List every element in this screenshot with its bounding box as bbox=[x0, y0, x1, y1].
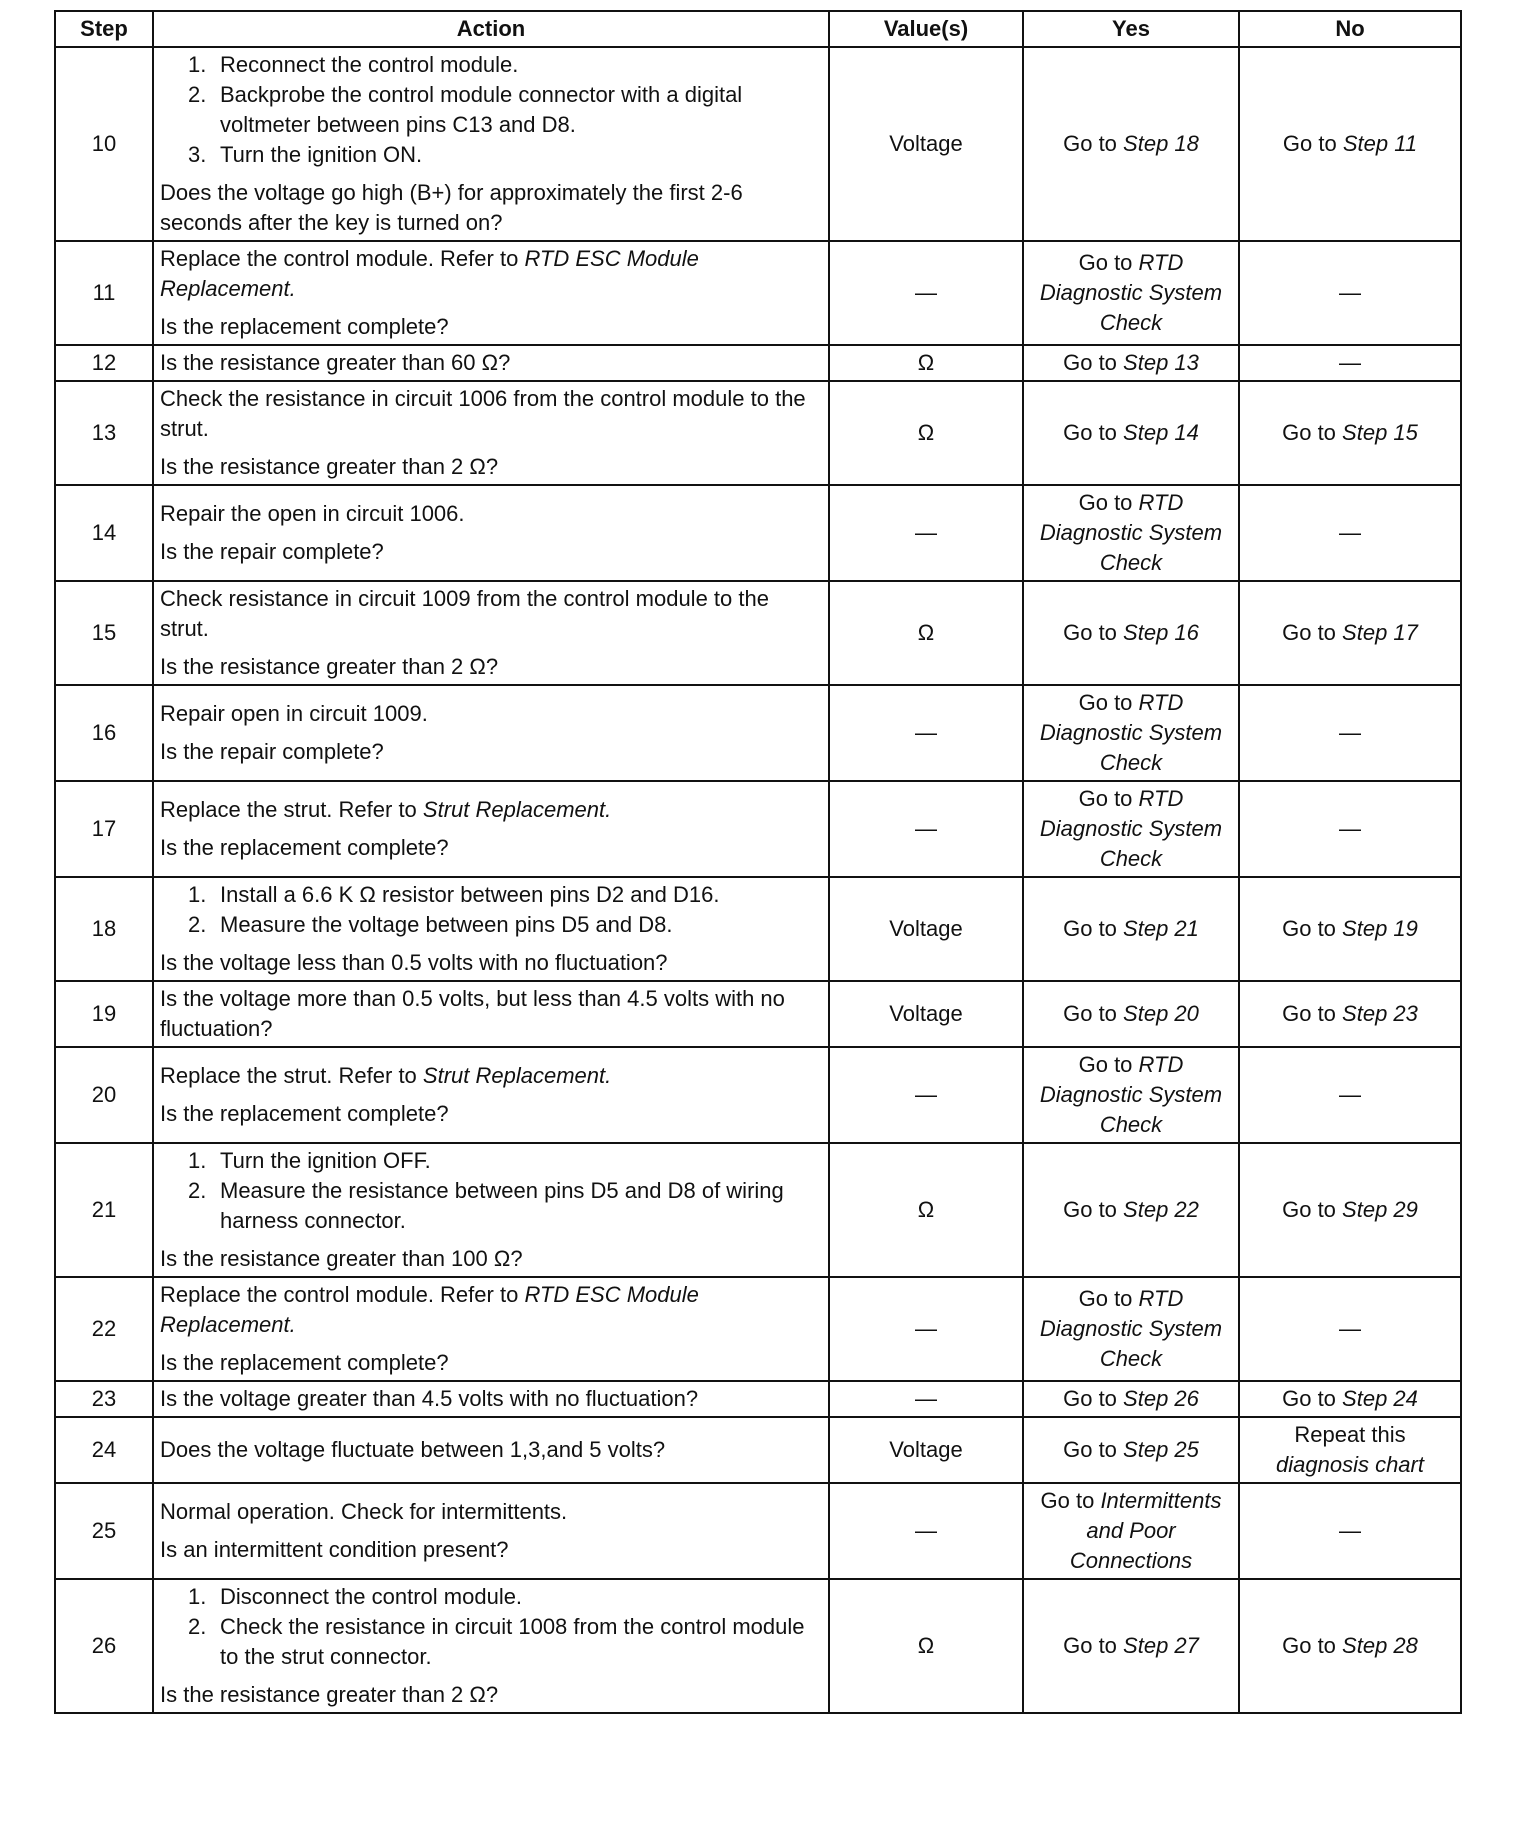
no-goto-target: Step 11 bbox=[1342, 131, 1418, 156]
yes-goto-link[interactable] bbox=[1063, 1633, 1199, 1658]
no-goto-prefix: Go to bbox=[1282, 131, 1337, 156]
action-cell bbox=[153, 1143, 829, 1277]
no-cell bbox=[1239, 1143, 1461, 1277]
yes-goto-target: Step 21 bbox=[1123, 916, 1199, 941]
action-cell bbox=[153, 1579, 829, 1713]
action-step-item bbox=[160, 50, 822, 80]
no-goto-link[interactable] bbox=[1282, 420, 1418, 445]
header-step: Step bbox=[55, 11, 153, 47]
yes-goto-prefix: Go to bbox=[1063, 1437, 1117, 1462]
yes-goto-prefix: Go to bbox=[1078, 490, 1133, 515]
yes-goto-prefix: Go to bbox=[1063, 1197, 1117, 1222]
no-goto-link[interactable] bbox=[1282, 1001, 1418, 1026]
yes-cell bbox=[1023, 1579, 1239, 1713]
table-row bbox=[55, 1381, 1461, 1417]
step-number: 12 bbox=[55, 345, 153, 381]
yes-goto-target: RTD Diagnostic System Check bbox=[1039, 1286, 1223, 1371]
yes-goto-prefix: Go to bbox=[1063, 420, 1117, 445]
value-cell: — bbox=[829, 1381, 1023, 1417]
step-number: 26 bbox=[55, 1579, 153, 1713]
diagnostic-table bbox=[54, 10, 1462, 1714]
yes-cell bbox=[1023, 47, 1239, 241]
action-step-text: Turn the ignition ON. bbox=[220, 142, 423, 167]
no-goto-prefix: Go to bbox=[1282, 420, 1336, 445]
action-steps bbox=[160, 1146, 822, 1236]
value-cell: — bbox=[829, 1277, 1023, 1381]
value-cell: — bbox=[829, 485, 1023, 581]
no-goto-target: Step 28 bbox=[1342, 1633, 1418, 1658]
table-row bbox=[55, 1417, 1461, 1483]
yes-goto-target: Step 22 bbox=[1123, 1197, 1199, 1222]
action-question: Is the resistance greater than 2 Ω? bbox=[160, 654, 499, 679]
yes-goto-prefix: Go to bbox=[1078, 786, 1133, 811]
table-row bbox=[55, 47, 1461, 241]
no-goto-prefix: Repeat this bbox=[1294, 1422, 1406, 1447]
yes-cell bbox=[1023, 1417, 1239, 1483]
action-cell bbox=[153, 981, 829, 1047]
step-number: 21 bbox=[55, 1143, 153, 1277]
yes-cell bbox=[1023, 581, 1239, 685]
action-step-text: Check the resistance in circuit 1008 from the control module to the strut connector. bbox=[220, 1614, 805, 1669]
action-reference: Strut Replacement. bbox=[422, 1063, 612, 1088]
no-goto-link[interactable] bbox=[1282, 1197, 1418, 1222]
action-cell bbox=[153, 1381, 829, 1417]
yes-cell bbox=[1023, 685, 1239, 781]
action-step-number: 1. bbox=[188, 52, 207, 77]
yes-goto-link[interactable] bbox=[1063, 1386, 1199, 1411]
value-cell: Voltage bbox=[829, 877, 1023, 981]
table-row bbox=[55, 685, 1461, 781]
no-goto-target: Step 23 bbox=[1342, 1001, 1418, 1026]
yes-goto-target: Intermittents and Poor Connections bbox=[1069, 1488, 1222, 1573]
action-cell bbox=[153, 877, 829, 981]
value-cell: Ω bbox=[829, 581, 1023, 685]
no-goto-link[interactable] bbox=[1276, 1422, 1424, 1477]
no-cell bbox=[1239, 1579, 1461, 1713]
action-instruction: Check resistance in circuit 1009 from the control module to the strut. bbox=[160, 586, 769, 641]
no-cell bbox=[1239, 981, 1461, 1047]
value-cell: — bbox=[829, 1483, 1023, 1579]
yes-goto-target: Step 18 bbox=[1123, 131, 1199, 156]
yes-cell bbox=[1023, 381, 1239, 485]
action-cell bbox=[153, 1277, 829, 1381]
table-row bbox=[55, 1143, 1461, 1277]
action-instruction-text: Replace the control module. Refer to bbox=[160, 246, 519, 271]
yes-goto-prefix: Go to bbox=[1078, 1052, 1133, 1077]
yes-cell bbox=[1023, 241, 1239, 345]
action-question: Is the resistance greater than 100 Ω? bbox=[160, 1246, 523, 1271]
step-number: 16 bbox=[55, 685, 153, 781]
action-cell bbox=[153, 485, 829, 581]
action-question: Is the resistance greater than 60 Ω? bbox=[160, 350, 511, 375]
yes-goto-prefix: Go to bbox=[1063, 916, 1117, 941]
yes-goto-link[interactable] bbox=[1063, 1197, 1199, 1222]
yes-cell bbox=[1023, 1483, 1239, 1579]
table-row bbox=[55, 1483, 1461, 1579]
action-cell bbox=[153, 685, 829, 781]
no-goto-prefix: Go to bbox=[1282, 1633, 1336, 1658]
no-cell bbox=[1239, 581, 1461, 685]
yes-goto-prefix: Go to bbox=[1040, 1488, 1095, 1513]
action-step-text: Install a 6.6 K Ω resistor between pins D2 and D16. bbox=[220, 882, 720, 907]
no-cell bbox=[1239, 381, 1461, 485]
yes-goto-link[interactable] bbox=[1040, 690, 1222, 775]
no-cell bbox=[1239, 241, 1461, 345]
no-goto-prefix: Go to bbox=[1282, 620, 1336, 645]
step-number: 18 bbox=[55, 877, 153, 981]
action-cell bbox=[153, 345, 829, 381]
yes-cell bbox=[1023, 1143, 1239, 1277]
yes-goto-link[interactable] bbox=[1040, 1286, 1222, 1371]
table-row bbox=[55, 981, 1461, 1047]
step-number: 15 bbox=[55, 581, 153, 685]
action-instruction: Repair open in circuit 1009. bbox=[160, 701, 428, 726]
yes-goto-prefix: Go to bbox=[1063, 1001, 1117, 1026]
action-instruction-text: Replace the strut. Refer to bbox=[160, 1063, 417, 1088]
table-row bbox=[55, 485, 1461, 581]
action-step-text: Measure the voltage between pins D5 and D8. bbox=[220, 912, 673, 937]
yes-goto-target: RTD Diagnostic System Check bbox=[1039, 490, 1223, 575]
value-cell: Ω bbox=[829, 345, 1023, 381]
yes-goto-target: RTD Diagnostic System Check bbox=[1039, 786, 1223, 871]
yes-goto-target: Step 27 bbox=[1123, 1633, 1199, 1658]
yes-goto-target: Step 16 bbox=[1123, 620, 1199, 645]
action-question: Is the resistance greater than 2 Ω? bbox=[160, 454, 499, 479]
no-cell bbox=[1239, 1047, 1461, 1143]
action-step-text: Reconnect the control module. bbox=[220, 52, 519, 77]
value-cell: — bbox=[829, 241, 1023, 345]
action-step-item bbox=[160, 1582, 822, 1612]
action-step-item bbox=[160, 910, 822, 940]
action-step-number: 2. bbox=[188, 912, 207, 937]
yes-goto-prefix: Go to bbox=[1078, 690, 1133, 715]
yes-goto-link[interactable] bbox=[1063, 1437, 1199, 1462]
action-question: Is the resistance greater than 2 Ω? bbox=[160, 1682, 499, 1707]
no-goto-link[interactable] bbox=[1282, 1633, 1418, 1658]
yes-goto-prefix: Go to bbox=[1063, 620, 1117, 645]
no-goto-target: Step 29 bbox=[1342, 1197, 1418, 1222]
yes-goto-link[interactable] bbox=[1040, 786, 1222, 871]
yes-goto-target: RTD Diagnostic System Check bbox=[1039, 250, 1223, 335]
step-number: 11 bbox=[55, 241, 153, 345]
yes-goto-prefix: Go to bbox=[1063, 350, 1117, 375]
action-reference: RTD ESC Module Replacement. bbox=[160, 246, 699, 301]
yes-goto-link[interactable] bbox=[1040, 1052, 1222, 1137]
yes-goto-link[interactable] bbox=[1040, 250, 1222, 335]
header-row bbox=[55, 11, 1461, 47]
action-step-number: 2. bbox=[188, 1178, 207, 1203]
yes-goto-link[interactable] bbox=[1063, 131, 1199, 156]
action-cell bbox=[153, 241, 829, 345]
yes-goto-link[interactable] bbox=[1041, 1488, 1222, 1573]
action-instruction-text: Replace the strut. Refer to bbox=[160, 797, 417, 822]
table-row bbox=[55, 1277, 1461, 1381]
yes-goto-target: Step 26 bbox=[1123, 1386, 1199, 1411]
action-reference: Strut Replacement. bbox=[422, 797, 612, 822]
action-step-number: 2. bbox=[188, 82, 207, 107]
action-question: Is the voltage less than 0.5 volts with no fluctuation? bbox=[160, 950, 668, 975]
no-goto-target: Step 24 bbox=[1342, 1386, 1418, 1411]
step-number: 17 bbox=[55, 781, 153, 877]
no-goto-prefix: Go to bbox=[1282, 916, 1336, 941]
no-cell bbox=[1239, 877, 1461, 981]
action-step-item bbox=[160, 80, 822, 140]
table-row bbox=[55, 1579, 1461, 1713]
action-instruction: Normal operation. Check for intermittents. bbox=[160, 1499, 568, 1524]
no-cell bbox=[1239, 485, 1461, 581]
no-dash: — bbox=[1339, 280, 1361, 305]
step-number: 14 bbox=[55, 485, 153, 581]
yes-cell bbox=[1023, 485, 1239, 581]
table-row bbox=[55, 1047, 1461, 1143]
value-cell: Voltage bbox=[829, 981, 1023, 1047]
action-steps bbox=[160, 880, 822, 940]
action-step-number: 3. bbox=[188, 142, 207, 167]
yes-cell bbox=[1023, 981, 1239, 1047]
no-goto-prefix: Go to bbox=[1282, 1001, 1336, 1026]
no-goto-target: Step 15 bbox=[1342, 420, 1418, 445]
action-step-number: 1. bbox=[188, 1584, 207, 1609]
yes-goto-prefix: Go to bbox=[1063, 1386, 1117, 1411]
yes-goto-prefix: Go to bbox=[1063, 131, 1117, 156]
header-action: Action bbox=[153, 11, 829, 47]
yes-cell bbox=[1023, 781, 1239, 877]
yes-goto-prefix: Go to bbox=[1078, 1286, 1133, 1311]
no-goto-target: diagnosis chart bbox=[1276, 1452, 1424, 1477]
action-instruction: Check the resistance in circuit 1006 from the control module to the strut. bbox=[160, 386, 806, 441]
action-question: Is the voltage greater than 4.5 volts with no fluctuation? bbox=[160, 1386, 699, 1411]
yes-goto-prefix: Go to bbox=[1078, 250, 1133, 275]
no-cell bbox=[1239, 781, 1461, 877]
value-cell: Ω bbox=[829, 381, 1023, 485]
action-cell bbox=[153, 1417, 829, 1483]
yes-goto-link[interactable] bbox=[1063, 916, 1199, 941]
yes-goto-prefix: Go to bbox=[1063, 1633, 1117, 1658]
value-cell: Voltage bbox=[829, 47, 1023, 241]
action-question: Is the repair complete? bbox=[160, 739, 384, 764]
no-cell bbox=[1239, 685, 1461, 781]
action-step-item bbox=[160, 1146, 822, 1176]
action-cell bbox=[153, 1047, 829, 1143]
action-question: Is the replacement complete? bbox=[160, 1101, 449, 1126]
table-row bbox=[55, 877, 1461, 981]
yes-cell bbox=[1023, 1277, 1239, 1381]
no-cell bbox=[1239, 1417, 1461, 1483]
action-step-text: Measure the resistance between pins D5 and D8 of wiring harness connector. bbox=[220, 1178, 784, 1233]
no-dash: — bbox=[1339, 720, 1361, 745]
no-cell bbox=[1239, 1381, 1461, 1417]
no-goto-link[interactable] bbox=[1282, 620, 1418, 645]
no-dash: — bbox=[1339, 1082, 1361, 1107]
table-row bbox=[55, 345, 1461, 381]
action-question: Is the voltage more than 0.5 volts, but less than 4.5 volts with no fluctuation? bbox=[160, 986, 785, 1041]
step-number: 24 bbox=[55, 1417, 153, 1483]
step-number: 13 bbox=[55, 381, 153, 485]
no-dash: — bbox=[1339, 350, 1361, 375]
yes-goto-link[interactable] bbox=[1063, 350, 1199, 375]
table-body bbox=[55, 47, 1461, 1713]
action-step-text: Turn the ignition OFF. bbox=[220, 1148, 431, 1173]
yes-goto-link[interactable] bbox=[1040, 490, 1222, 575]
action-cell bbox=[153, 581, 829, 685]
value-cell: — bbox=[829, 781, 1023, 877]
no-dash: — bbox=[1339, 520, 1361, 545]
no-dash: — bbox=[1339, 816, 1361, 841]
value-cell: Ω bbox=[829, 1143, 1023, 1277]
step-number: 25 bbox=[55, 1483, 153, 1579]
action-step-number: 2. bbox=[188, 1614, 207, 1639]
yes-goto-link[interactable] bbox=[1063, 420, 1199, 445]
action-question: Is an intermittent condition present? bbox=[160, 1537, 509, 1562]
action-steps bbox=[160, 50, 822, 170]
header-yes: Yes bbox=[1023, 11, 1239, 47]
table-row bbox=[55, 781, 1461, 877]
yes-cell bbox=[1023, 877, 1239, 981]
step-number: 19 bbox=[55, 981, 153, 1047]
table-row bbox=[55, 381, 1461, 485]
yes-cell bbox=[1023, 1381, 1239, 1417]
action-question: Does the voltage go high (B+) for approximately the first 2-6 seconds after the key is turned on? bbox=[160, 180, 743, 235]
action-cell bbox=[153, 47, 829, 241]
yes-goto-target: RTD Diagnostic System Check bbox=[1039, 690, 1223, 775]
yes-cell bbox=[1023, 1047, 1239, 1143]
action-step-number: 1. bbox=[188, 1148, 207, 1173]
value-cell: Ω bbox=[829, 1579, 1023, 1713]
action-cell bbox=[153, 781, 829, 877]
step-number: 22 bbox=[55, 1277, 153, 1381]
action-reference: RTD ESC Module Replacement. bbox=[160, 1282, 699, 1337]
action-question: Is the repair complete? bbox=[160, 539, 384, 564]
no-cell bbox=[1239, 47, 1461, 241]
table-row bbox=[55, 581, 1461, 685]
action-step-number: 1. bbox=[188, 882, 207, 907]
action-cell bbox=[153, 1483, 829, 1579]
action-step-item bbox=[160, 1176, 822, 1236]
no-cell bbox=[1239, 1277, 1461, 1381]
no-cell bbox=[1239, 345, 1461, 381]
action-question: Is the replacement complete? bbox=[160, 835, 449, 860]
action-step-item bbox=[160, 880, 822, 910]
action-instruction: Repair the open in circuit 1006. bbox=[160, 501, 465, 526]
no-goto-prefix: Go to bbox=[1282, 1386, 1336, 1411]
action-step-item bbox=[160, 140, 822, 170]
action-question: Is the replacement complete? bbox=[160, 314, 449, 339]
no-cell bbox=[1239, 1483, 1461, 1579]
no-dash: — bbox=[1339, 1316, 1361, 1341]
yes-goto-link[interactable] bbox=[1063, 620, 1199, 645]
yes-goto-link[interactable] bbox=[1063, 1001, 1199, 1026]
step-number: 10 bbox=[55, 47, 153, 241]
yes-goto-target: Step 14 bbox=[1123, 420, 1199, 445]
action-cell bbox=[153, 381, 829, 485]
value-cell: Voltage bbox=[829, 1417, 1023, 1483]
action-step-text: Backprobe the control module connector with a digital voltmeter between pins C13 and D8. bbox=[220, 82, 743, 137]
no-goto-prefix: Go to bbox=[1282, 1197, 1336, 1222]
no-dash: — bbox=[1339, 1518, 1361, 1543]
value-cell: — bbox=[829, 1047, 1023, 1143]
action-instruction-text: Replace the control module. Refer to bbox=[160, 1282, 519, 1307]
header-values: Value(s) bbox=[829, 11, 1023, 47]
no-goto-target: Step 19 bbox=[1342, 916, 1418, 941]
value-cell: — bbox=[829, 685, 1023, 781]
yes-goto-target: Step 13 bbox=[1123, 350, 1199, 375]
action-question: Is the replacement complete? bbox=[160, 1350, 449, 1375]
no-goto-target: Step 17 bbox=[1342, 620, 1418, 645]
action-steps bbox=[160, 1582, 822, 1672]
yes-goto-target: RTD Diagnostic System Check bbox=[1039, 1052, 1223, 1137]
action-step-item bbox=[160, 1612, 822, 1672]
yes-goto-target: Step 20 bbox=[1123, 1001, 1199, 1026]
step-number: 23 bbox=[55, 1381, 153, 1417]
yes-goto-target: Step 25 bbox=[1123, 1437, 1199, 1462]
action-step-text: Disconnect the control module. bbox=[220, 1584, 523, 1609]
table-row bbox=[55, 241, 1461, 345]
no-goto-link[interactable] bbox=[1282, 916, 1418, 941]
action-instruction bbox=[160, 1280, 822, 1340]
header-no: No bbox=[1239, 11, 1461, 47]
no-goto-link[interactable] bbox=[1283, 131, 1417, 156]
action-instruction bbox=[160, 1061, 822, 1091]
action-instruction bbox=[160, 244, 822, 304]
action-instruction bbox=[160, 795, 822, 825]
no-goto-link[interactable] bbox=[1282, 1386, 1418, 1411]
step-number: 20 bbox=[55, 1047, 153, 1143]
yes-cell bbox=[1023, 345, 1239, 381]
action-question: Does the voltage fluctuate between 1,3,and 5 volts? bbox=[160, 1437, 666, 1462]
